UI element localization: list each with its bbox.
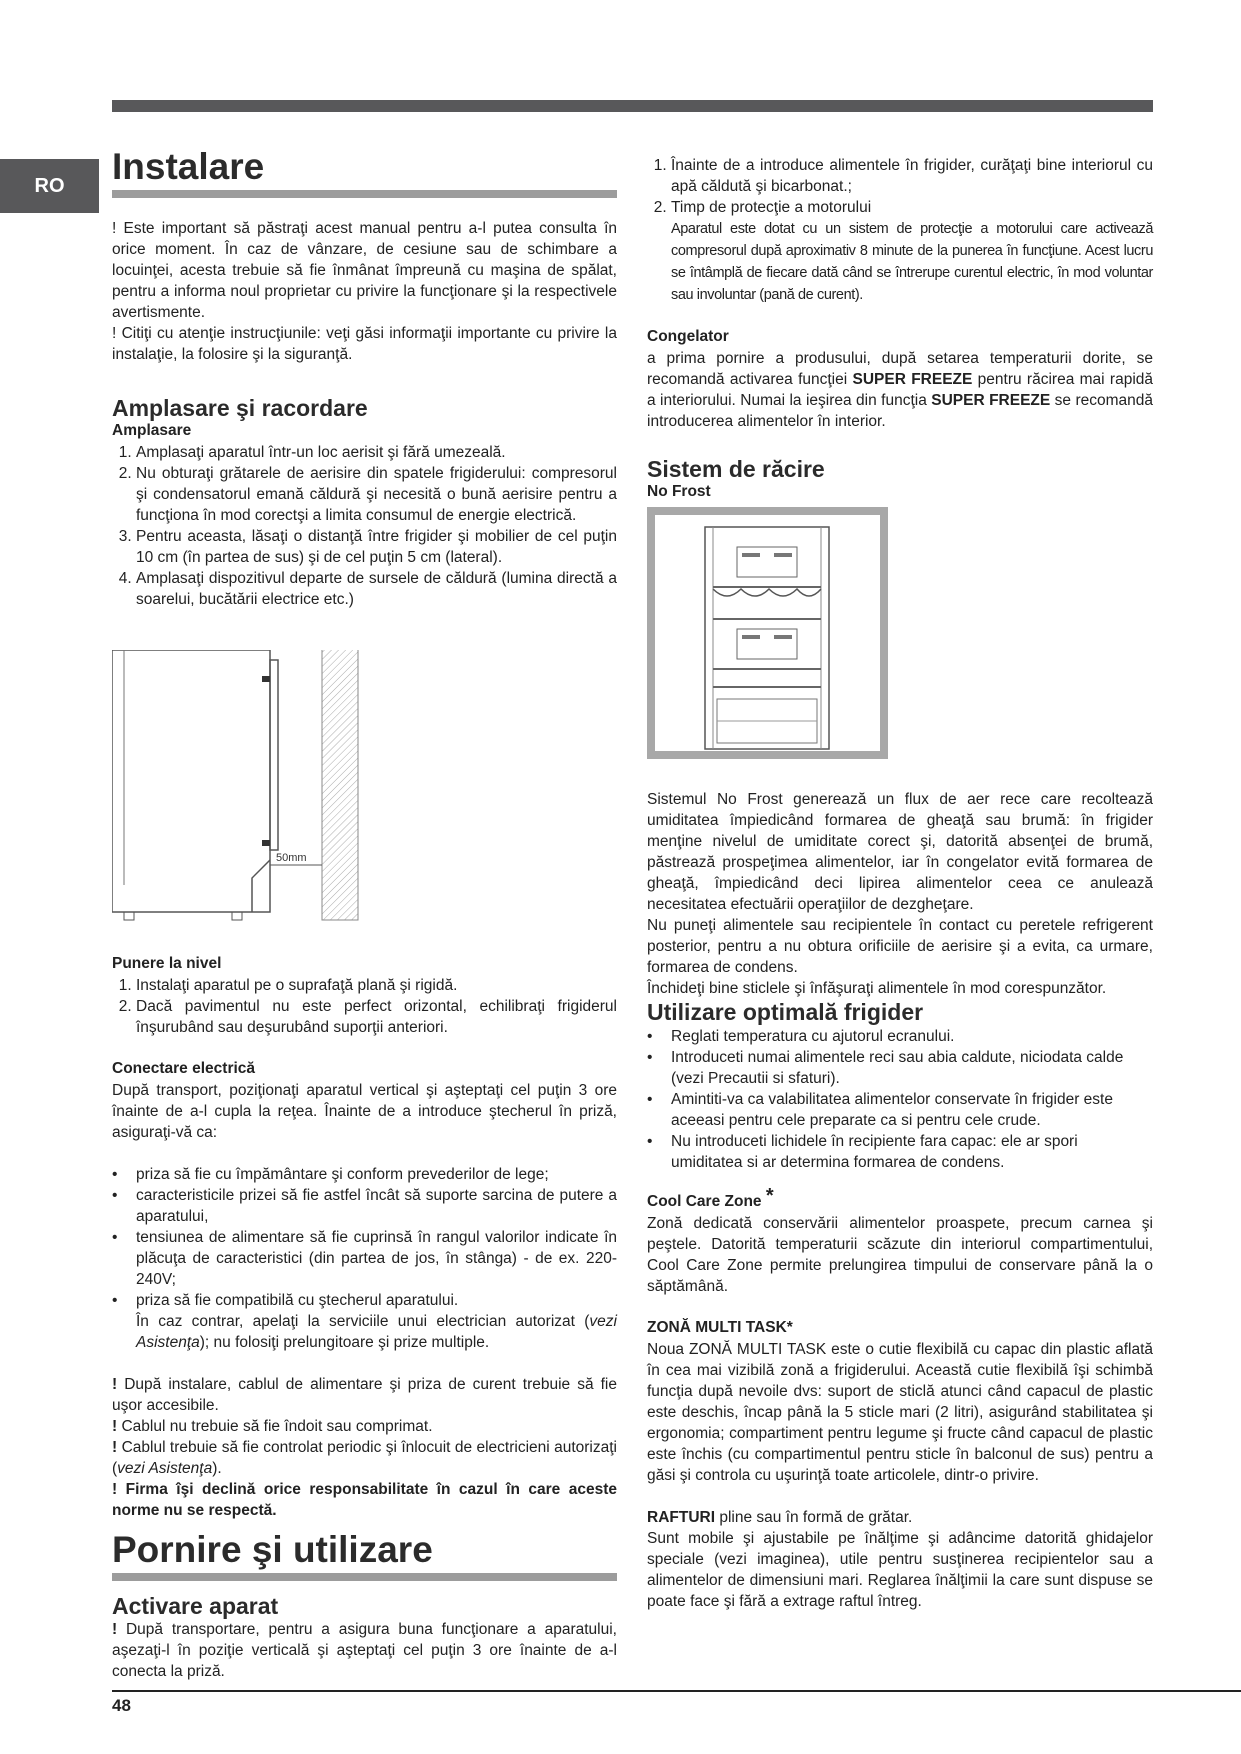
list-item: 4. Amplasaţi dispozitivul departe de sursele de căldură (lumina directă a soarelui, bucătării electrice etc.) xyxy=(136,568,617,610)
fridge-foot-right xyxy=(232,912,242,920)
top-rule xyxy=(112,100,1153,112)
heading-utilizare-optimala: Utilizare optimală frigider xyxy=(647,999,924,1026)
list-item: • priza să fie cu împământare şi conform prevederilor de lege; xyxy=(136,1164,617,1185)
heading-multi-task: ZONĂ MULTI TASK* xyxy=(647,1318,793,1336)
heading-punere-nivel: Punere la nivel xyxy=(112,955,222,973)
rafturi-text: Sunt mobile şi ajustabile pe înălţime şi adâncime datorită ghidajelor speciale (vezi imaginea), utile pentru susţinerea recipientelor sau a alimentelor de dimensiuni mari. Reglarea înălţimii la care sunt dispuse se poate face şi fără a extrage raftul întreg. xyxy=(647,1529,1153,1610)
heading-congelator: Congelator xyxy=(647,328,729,345)
note-cable-bend: ! Cablul nu trebuie să fie îndoit sau comprimat. xyxy=(112,1418,433,1436)
motor-protection-note: Aparatul este dotat cu un sistem de protecţie a motorului care activează compresorul după aproximativ 8 minute de la punerea în funcţiune. Acest lucru se întâmplă de fiecare dată când se întrerupe curentul electric, în mod voluntar sau involuntar (pană de curent). xyxy=(671,221,1153,303)
compressor-recess xyxy=(252,860,270,912)
no-frost-fridge-illustration xyxy=(647,507,888,759)
heading-sistem-racire: Sistem de răcire xyxy=(647,455,825,482)
list-item: • Reglati temperatura cu ajutorul ecranului. xyxy=(671,1026,1153,1047)
electrica-bullets xyxy=(112,1164,617,1353)
wall-hatched xyxy=(322,650,358,920)
subheading-amplasare: Amplasare xyxy=(112,422,192,440)
list-item: • priza să fie compatibilă cu ştecherul aparatului. În caz contrar, apelaţi la serviciile unui electrician autorizat (vezi Asistenţa); nu folosiţi prelungitoare şi prize multiple. xyxy=(136,1290,617,1353)
fridge-side-outline xyxy=(112,650,270,912)
fridge-foot-left xyxy=(124,912,134,920)
electrica-intro: După transport, poziţionaţi aparatul vertical şi aşteptaţi cel puţin 3 ore înainte de a-l cupla la reţea. Înainte de a introduce ştecherul în priză, asiguraţi-vă ca: xyxy=(112,1082,617,1142)
activare-text: ! După transportare, pentru a asigura buna funcţionare a aparatului, aşezaţi-l în poziţie verticală şi aşteptaţi cel puţin 3 ore înainte de a-l conecta la priză. xyxy=(112,1621,617,1681)
no-frost-text: Sistemul No Frost generează un flux de aer rece care recoltează umiditatea împiedicând formarea de gheaţă sau brumă: în frigider menţine nivelul de umiditate corect şi, datorită absenţei de brumă, păstrează prospeţimea alimentelor, iar în congelator evită formarea de gheaţă, împiedicând deci lipirea alimentelor ceea ce anulează necesitatea efectuării operaţiilor de dezgheţare. xyxy=(647,791,1153,914)
right-column xyxy=(647,155,1153,1612)
vent-slot-1 xyxy=(742,553,760,557)
multi-task-text: Noua ZONĂ MULTI TASK este o cutie flexibilă cu capac din plastic aflată în cea mai vizibilă zonă a frigiderului. Această cutie flexibilă îşi schimbă funcţia după nevoile dvs: suport de sticlă atunci când capacul de plastic este deschis, încap până la 5 sticle mari (2 litri), asigurând stabilitatea şi ergonomia; compartiment pentru legume şi fructe când capacul de plastic este închis (cu compartimentul pentru sticle în balconul de sus) pentru a găsi şi controla cu uşurinţă toate articolele, dintr-o privire. xyxy=(647,1340,1153,1484)
intro-paragraph: ! Este important să păstraţi acest manual pentru a-l putea consulta în orice moment. În caz de vânzare, de cesiune sau de schimbare a locuinţei, acesta trebuie să fie înmânat împreună cu maşina de spălat, pentru a informa noul proprietar cu privire la funcţionare şi la respectivele avertismente. xyxy=(112,219,617,321)
clearance-label: 50mm xyxy=(276,852,307,865)
list-item: 1. Înainte de a introduce alimentele în frigider, curăţaţi bine interiorul cu apă căldută şi bicarbonat.; xyxy=(671,155,1153,197)
language-tab: RO xyxy=(0,159,99,213)
intro-paragraph-2: ! Citiţi cu atenţie instrucţiunile: veţi găsi informaţii importante cu privire la instalaţie, la folosire şi la siguranţă. xyxy=(112,324,617,363)
no-frost-text-2: Nu puneţi alimentele sau recipientele în contact cu peretele refrigerent posterior, pentru a nu obtura orificiile de aerisire şi a evita, ca urmare, formarea de condens. xyxy=(647,917,1153,977)
left-column xyxy=(112,148,617,1682)
list-item: • caracteristicile prizei să fie astfel încât să suporte sarcina de putere a aparatului, xyxy=(136,1185,617,1227)
vent-slot-2 xyxy=(774,553,792,557)
fridge-door xyxy=(270,660,278,850)
note-disclaimer: ! Firma îşi declină orice responsabilitate în cazul în care aceste norme nu se respectă. xyxy=(112,1481,617,1520)
list-item: 1. Instalaţi aparatul pe o suprafaţă plană şi rigidă. xyxy=(136,975,617,996)
no-frost-text-3: Închideţi bine sticlele şi înfăşuraţi alimentele în mod corespunzător. xyxy=(647,980,1107,998)
vent-slot-3 xyxy=(742,635,760,639)
list-item: 2. Timp de protecţie a motorului Aparatul este dotat cu un sistem de protecţie a motorului care activează compresorul după aproximativ 8 minute de la punerea în funcţiune. Acest lucru se întâmplă de fiecare dată când se întrerupe curentul electric, în mod voluntar sau involuntar (pană de curent). xyxy=(671,197,1153,306)
rafturi-heading: RAFTURI pline sau în formă de grătar. xyxy=(647,1508,913,1526)
list-item: • tensiunea de alimentare să fie cuprinsă în rangul valorilor indicate în plăcuţa de caracteristici (din partea de jos, în stânga) - de ex. 220-240V; xyxy=(136,1227,617,1290)
heading-cool-care-zone: Cool Care Zone * xyxy=(647,1184,774,1210)
list-item: • Introduceti numai alimentele reci sau abia caldute, niciodata calde (vezi Precautii si sfaturi). xyxy=(671,1047,1153,1089)
page-number: 48 xyxy=(112,1696,131,1715)
list-item: • Amintiti-va ca valabilitatea alimentelor conservate în frigider este aceeasi pentru cele preparate ca si pentru cele crude. xyxy=(671,1089,1153,1131)
congelator-text: a prima pornire a produsului, după setarea temperaturii dorite, se recomandă activarea funcţiei SUPER FREEZE pentru răcirea mai rapidă a interiorului. Numai la ieşirea din funcţia SUPER FREEZE se recomandă introducerea alimentelor în interior. xyxy=(647,349,1154,430)
fridge-cabinet xyxy=(705,527,829,749)
clearance-diagram xyxy=(112,650,372,930)
door-hinge-top xyxy=(262,676,270,682)
optimala-bullets xyxy=(647,1026,1153,1173)
heading-conectare-electrica: Conectare electrică xyxy=(112,1060,256,1078)
list-item: 2. Dacă pavimentul nu este perfect orizontal, echilibraţi frigiderul înşurubând sau deşurubând suporţii anteriori. xyxy=(136,996,617,1038)
amplasare-list xyxy=(112,442,617,610)
list-item: 2. Nu obturaţi grătarele de aerisire din spatele frigiderului: compresorul şi condensatorul emană căldură şi necesită o bună aerisire pentru a funcţiona în mod corectşi a limita consumul de energie electrică. xyxy=(136,463,617,526)
reference-asistenta: vezi Asistenţa xyxy=(136,1313,617,1352)
list-item: • Nu introduceti lichidele în recipiente fara capac: ele ar spori umiditatea si ar determina formarea de condens. xyxy=(671,1131,1153,1173)
door-hinge-bottom xyxy=(262,840,270,846)
section-title-instalare: Instalare xyxy=(112,148,617,198)
list-item: 1. Amplasaţi aparatul într-un loc aerisit şi fără umezeală. xyxy=(136,442,617,463)
note-cable-check: ! Cablul trebuie să fie controlat periodic şi înlocuit de electricieni autorizaţi (vezi Asistenţa). xyxy=(112,1439,617,1478)
subheading-no-frost: No Frost xyxy=(647,483,711,501)
heading-amplasare-racordare: Amplasare şi racordare xyxy=(112,394,368,421)
heading-activare-aparat: Activare aparat xyxy=(112,1592,279,1619)
section-title-pornire: Pornire şi utilizare xyxy=(112,1531,617,1581)
preparation-list xyxy=(647,155,1153,306)
nivel-list xyxy=(112,975,617,1038)
note-cable-access: ! După instalare, cablul de alimentare şi priza de curent trebuie să fie uşor accesibile. xyxy=(112,1376,617,1415)
vent-slot-4 xyxy=(774,635,792,639)
footer-rule xyxy=(112,1690,1241,1692)
cool-care-text: Zonă dedicată conservării alimentelor proaspete, precum carnea şi peştele. Datorită temperaturii scăzute din interiorul compartimentului, Cool Care Zone permite prelungirea timpului de conservare până la o săptămână. xyxy=(647,1214,1153,1295)
list-item: 3. Pentru aceasta, lăsaţi o distanţă între frigider şi mobilier de cel puţin 10 cm (în partea de sus) şi de cel puţin 5 cm (lateral). xyxy=(136,526,617,568)
